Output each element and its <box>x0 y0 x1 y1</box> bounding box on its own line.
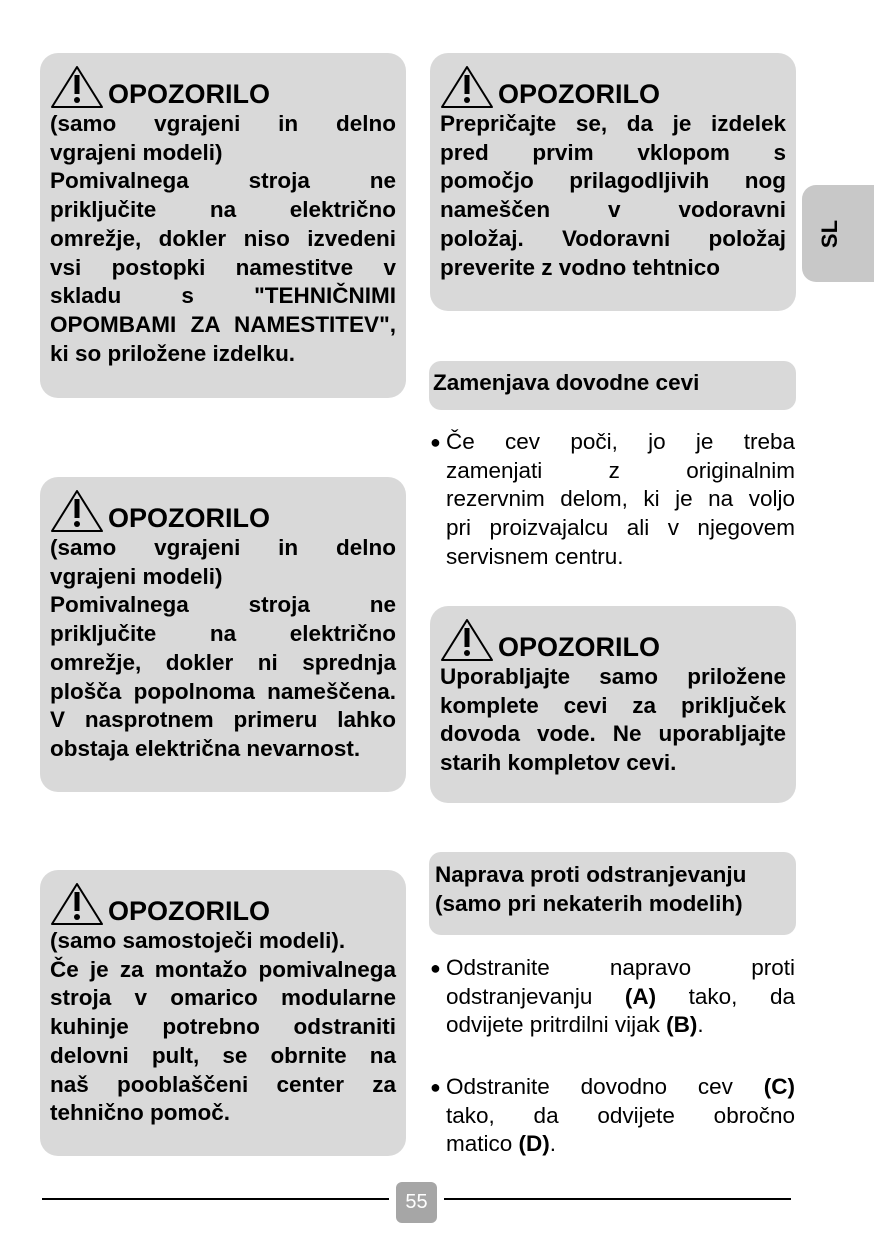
warning-header <box>50 882 396 926</box>
text-line <box>446 1130 795 1159</box>
text-line: tako, da odvijete obročno <box>446 1102 795 1128</box>
text-line: Če cev poči, jo je treba <box>446 429 795 454</box>
text-line: ki so priložene izdelku. <box>50 340 296 366</box>
part-label-c: (C) <box>763 1074 795 1099</box>
text-line: Uporabljajte samo priložene <box>440 664 786 689</box>
text-line: Pomivalnega stroja ne <box>50 168 396 194</box>
section-heading-anti-removal <box>429 852 796 935</box>
warning-triangle-icon <box>440 65 494 109</box>
warning-triangle-icon <box>50 882 104 926</box>
warning-box-front-panel <box>40 477 406 792</box>
language-tab <box>802 185 874 282</box>
text-line: pri proizvajalcu ali v njegovem <box>446 515 795 541</box>
text-line: obstaja električna nevarnost. <box>50 735 361 761</box>
text-line: položaj. Vodoravni položaj <box>440 225 786 251</box>
text-line: Odstranite napravo proti <box>446 955 795 980</box>
text-run: Odstranite dovodno cev <box>446 1074 764 1099</box>
text-line: komplete cevi za priključek <box>440 692 786 718</box>
text-line: pred prvim vklopom s <box>440 139 786 165</box>
text-line: servisnem centru. <box>446 543 624 569</box>
warning-box-freestanding <box>40 870 406 1156</box>
warning-text <box>440 663 786 778</box>
text-line: Pomivalnega stroja ne <box>50 592 396 618</box>
text-line: stroja v omarico modularne <box>50 985 396 1011</box>
warning-title: OPOZORILO <box>108 79 270 109</box>
warning-text <box>50 110 396 368</box>
warning-header <box>50 489 396 533</box>
text-line: skladu s "TEHNIČNIMI <box>50 283 396 309</box>
text-line: priključite na električno <box>50 621 396 647</box>
part-label-b: (B) <box>666 1012 698 1038</box>
warning-text <box>50 534 396 764</box>
warning-title: OPOZORILO <box>108 896 270 926</box>
bullet-icon: ● <box>430 958 441 978</box>
warning-box-builtin-installation <box>40 53 406 398</box>
text-line: (samo vgrajeni in delno <box>50 111 396 136</box>
text-run: . <box>549 1131 557 1157</box>
text-run: . <box>697 1012 704 1038</box>
bullet-remove-hose <box>430 1073 795 1159</box>
text-line: (samo vgrajeni in delno <box>50 535 396 560</box>
text-run: tako, da <box>656 983 795 1009</box>
bullet-icon: ● <box>430 432 441 452</box>
section-heading-text: (samo pri nekaterih modelih) <box>435 891 743 916</box>
text-line <box>446 1011 795 1040</box>
warning-box-hose-kits <box>430 606 796 803</box>
text-line: preverite z vodno tehtnico <box>440 254 721 280</box>
text-line: vgrajeni modeli) <box>50 139 223 165</box>
text-line: tehnično pomoč. <box>50 1100 230 1126</box>
section-heading-text: Zamenjava dovodne cevi <box>433 370 700 395</box>
text-line: pomočjo prilagodljivih nog <box>440 168 786 194</box>
warning-text <box>50 927 396 1128</box>
text-line: starih kompletov cevi. <box>440 750 677 776</box>
text-line: nameščen v vodoravni <box>440 197 786 223</box>
text-line <box>446 1073 795 1102</box>
warning-title: OPOZORILO <box>108 503 270 533</box>
text-line: OPOMBAMI ZA NAMESTITEV", <box>50 311 396 337</box>
text-line: Prepričajte se, da je izdelek <box>440 111 786 136</box>
warning-title: OPOZORILO <box>498 632 660 662</box>
bullet-remove-device <box>430 954 795 1040</box>
text-run: odvijete pritrdilni vijak <box>446 1012 667 1038</box>
text-line: rezervnim delom, ki je na voljo <box>446 486 795 512</box>
warning-triangle-icon <box>50 65 104 109</box>
part-label-a: (A) <box>624 983 657 1009</box>
text-line: dovoda vode. Ne uporabljajte <box>440 721 786 747</box>
warning-box-leveling <box>430 53 796 311</box>
warning-header <box>440 618 786 662</box>
text-line: Če je za montažo pomivalnega <box>50 956 396 982</box>
section-heading-text: Naprava proti odstranjevanju <box>435 862 747 887</box>
warning-header <box>440 65 786 109</box>
text-line: omrežje, dokler ni sprednja <box>50 649 396 675</box>
language-tab-label: SL <box>817 219 842 249</box>
text-line: vsi postopki namestitve v <box>50 254 396 280</box>
text-line: priključite na električno <box>50 197 396 223</box>
text-line: (samo samostoječi modeli). <box>50 928 346 953</box>
text-line: delovni pult, se obrnite na <box>50 1042 396 1068</box>
part-label-d: (D) <box>518 1131 550 1157</box>
text-line: vgrajeni modeli) <box>50 563 223 589</box>
text-run: odstranjevanju <box>446 983 625 1009</box>
text-line: zamenjati z originalnim <box>446 457 795 483</box>
warning-title: OPOZORILO <box>498 79 660 109</box>
footer-rule-right <box>444 1198 791 1200</box>
text-run: matico <box>446 1131 519 1157</box>
warning-triangle-icon <box>50 489 104 533</box>
text-line: kuhinje potrebno odstraniti <box>50 1014 396 1040</box>
warning-text <box>440 110 786 282</box>
warning-triangle-icon <box>440 618 494 662</box>
bullet-hose-replacement <box>430 428 795 572</box>
warning-header <box>50 65 396 109</box>
text-line: plošča popolnoma nameščena. <box>50 678 396 704</box>
text-line: naš pooblaščeni center za <box>50 1071 396 1097</box>
page-number: 55 <box>396 1182 437 1223</box>
text-line: omrežje, dokler niso izvedeni <box>50 225 396 251</box>
bullet-icon: ● <box>430 1077 441 1097</box>
text-line: V nasprotnem primeru lahko <box>50 707 396 733</box>
text-line <box>446 983 795 1012</box>
footer-rule-left <box>42 1198 389 1200</box>
section-heading-hose-replacement <box>429 361 796 410</box>
